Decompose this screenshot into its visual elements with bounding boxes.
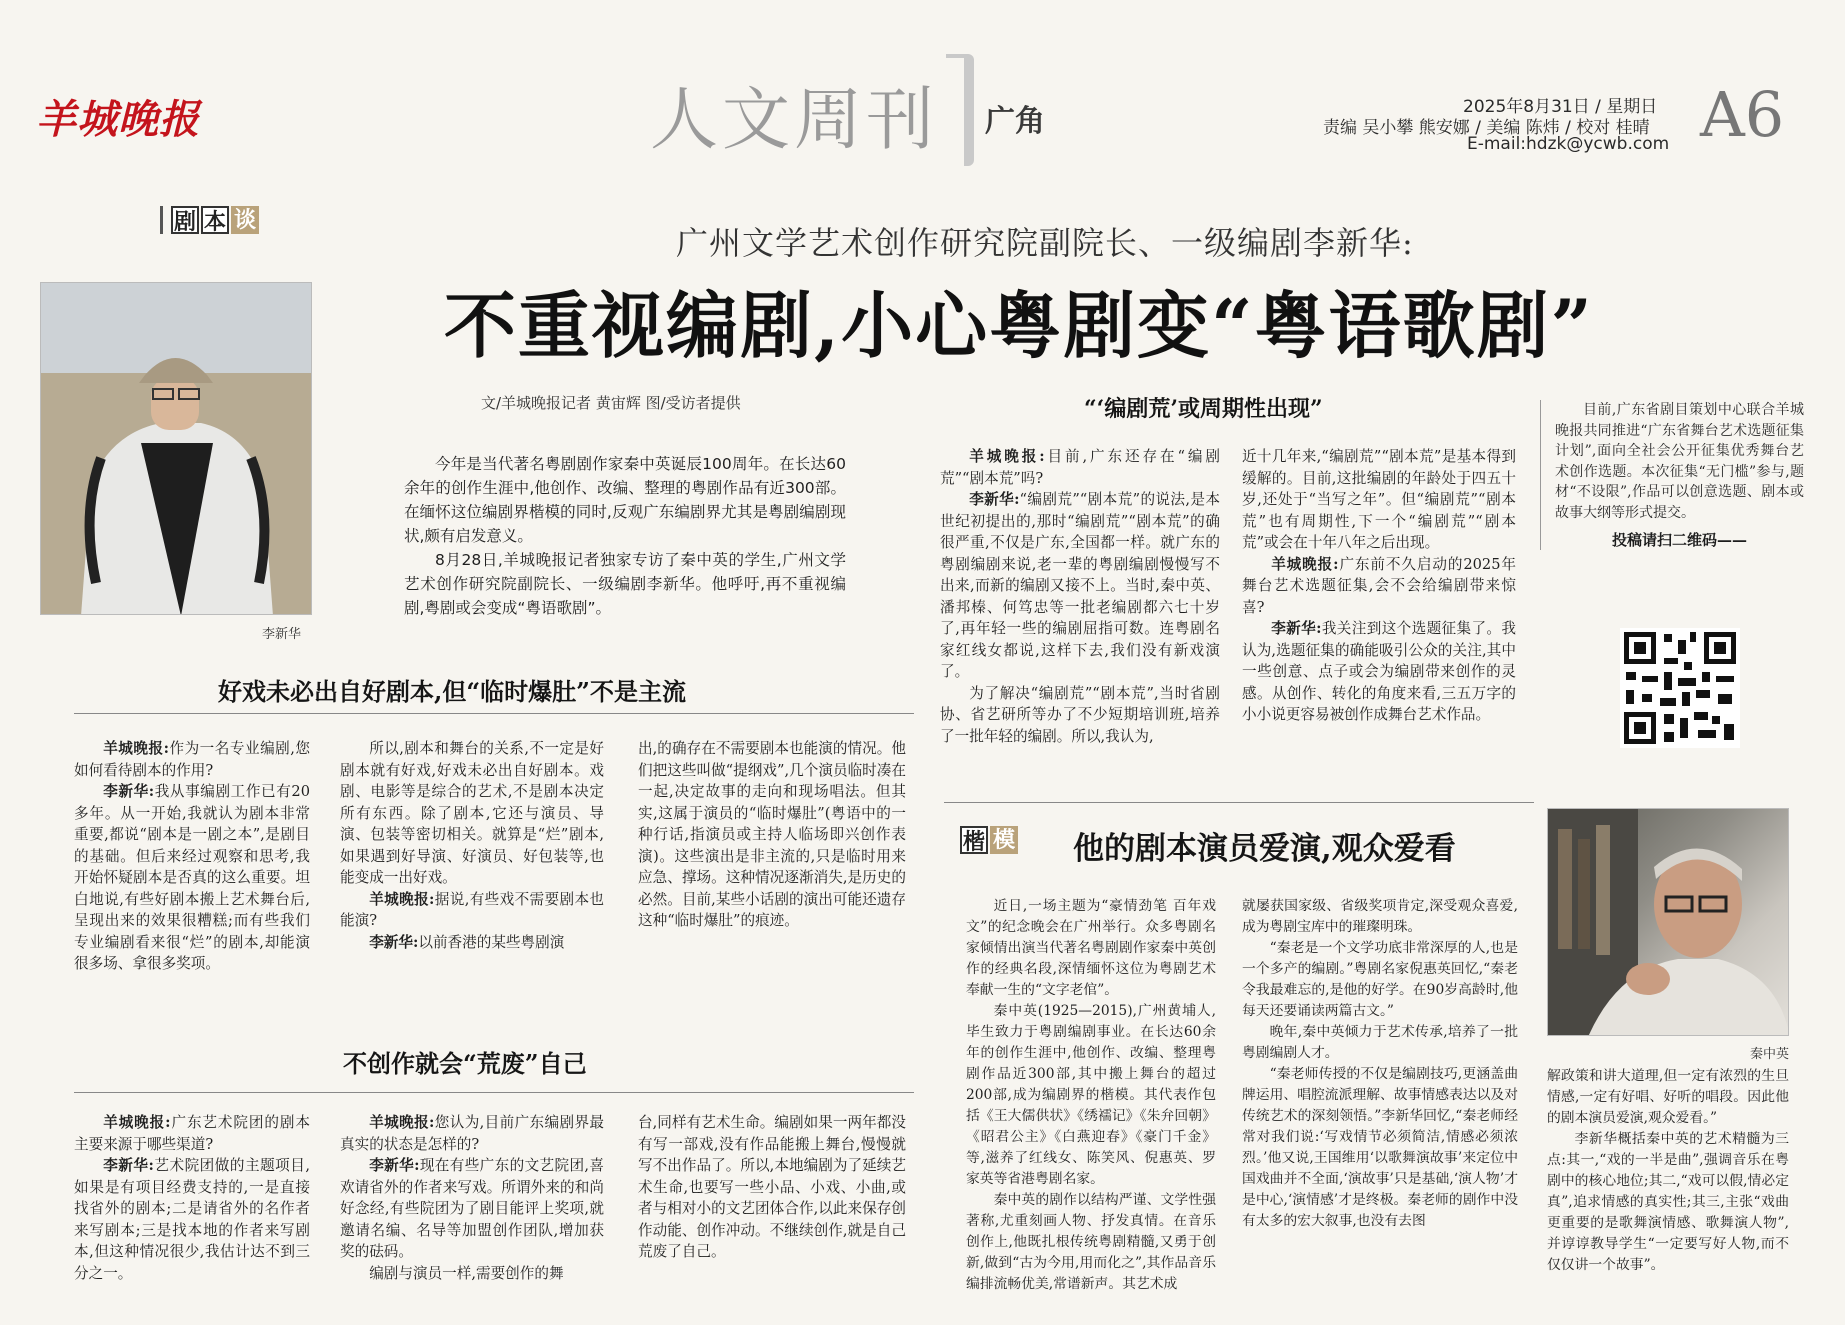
paragraph: 为了解决“编剧荒”“剧本荒”,当时省剧协、省艺研所等办了不少短期培训班,培养了一批年轻的编剧。所以,我认为, (940, 684, 1220, 745)
paragraph: 李新华:我关注到这个选题征集了。我认为,选题征集的确能吸引公众的关注,其中一些创意、点子或会为编剧带来创作的灵感。从创作、转化的角度来看,三五万字的小小说更容易被创作成舞台艺术作品。 (1242, 620, 1516, 723)
paragraph: 羊城晚报:据说,有些戏不需要剧本也能演? (340, 890, 604, 929)
paragraph: 就屡获国家级、省级奖项肯定,深受观众喜爱,成为粤剧宝库中的璀璨明珠。 (1242, 898, 1518, 935)
paragraph: 解政策和讲大道理,但一定有浓烈的生旦情感,一定有好唱、好听的唱段。因此他的剧本演员爱演,观众爱看。” (1547, 1068, 1789, 1126)
qr-code-icon (1620, 628, 1740, 748)
section-heading: 不创作就会“荒废”自己 (343, 1049, 587, 1078)
text-column (340, 1112, 604, 1284)
section-subtitle: 广角 (985, 104, 1045, 139)
article-byline: 文/羊城晚报记者 黄宙辉 图/受访者提供 (481, 394, 741, 412)
qr-code[interactable] (1620, 628, 1740, 748)
profile-headline: 他的剧本演员爱演,观众爱看 (1073, 831, 1456, 867)
photo-caption: 李新华 (262, 627, 302, 642)
paragraph: 近日,一场主题为“豪情劲笔 百年戏文”的纪念晚会在广州举行。众多粤剧名家倾情出演当代著名粤剧剧作家秦中英创作的经典名段,深情缅怀这位为粤剧艺术奉献一生的“文字老倌”。 (966, 898, 1216, 998)
paragraph: 编剧与演员一样,需要创作的舞 (369, 1264, 564, 1282)
lead-paragraph: 8月28日,羊城晚报记者独家专访了秦中英的学生,广州文学艺术创作研究院副院长、一级编剧李新华。他呼吁,再不重视编剧,粤剧或会变成“粤语歌剧”。 (404, 551, 846, 617)
article-subtitle: 广州文学艺术创作研究院副院长、一级编剧李新华: (676, 224, 1414, 262)
text-column (1242, 446, 1516, 726)
paragraph: 晚年,秦中英倾力于艺术传承,培养了一批粤剧编剧人才。 (1242, 1024, 1518, 1061)
text-column (74, 1112, 310, 1284)
paragraph: 羊城晚报:广东艺术院团的剧本主要来源于哪些渠道? (74, 1114, 310, 1153)
text-column (940, 446, 1220, 747)
tag-char: 剧 (171, 206, 199, 234)
paragraph: 羊城晚报:广东前不久启动的2025年舞台艺术选题征集,会不会给编剧带来惊喜? (1242, 555, 1516, 616)
column-tag-model (960, 826, 1018, 854)
paragraph: 李新华:以前香港的某些粤剧演 (369, 933, 565, 951)
paragraph: “秦老师传授的不仅是编剧技巧,更涵盖曲牌运用、唱腔流派理解、故事情感表达以及对传统艺术的深刻领悟。”李新华回忆,“秦老师经常对我们说:‘写戏情节必须简洁,情感必须浓烈。’他又说,王国维用‘以歌舞演故事’来定位中国戏曲并不全面,‘演故事’只是基础,‘演人物’才是中心,‘演情感’才是终极。秦老师的剧作中没有太多的宏大叙事,也没有去图 (1242, 1066, 1518, 1229)
text-column (340, 738, 604, 953)
paragraph: 近十几年来,“编剧荒”“剧本荒”是基本得到缓解的。目前,这批编剧的年龄处于四五十岁,还处于“当写之年”。但“编剧荒”“剧本荒”也有周期性,下一个“编剧荒”“剧本荒”或会在十年八年之后出现。 (1242, 448, 1516, 551)
text-column (638, 738, 906, 932)
tag-char: 谈 (231, 206, 259, 234)
photo-caption: 秦中英 (1750, 1047, 1790, 1062)
contact-email: E-mail:hdzk@ycwb.com (1467, 134, 1670, 154)
tag-char: 模 (990, 826, 1018, 854)
tag-char: 楷 (960, 826, 988, 854)
paragraph: 所以,剧本和舞台的关系,不一定是好剧本就有好戏,好戏未必出自好剧本。戏剧、电影等是综合的艺术,不是剧本决定所有东西。除了剧本,它还与演员、导演、包装等密切相关。就算是“烂”剧本,如果遇到好导演、好演员、好包装等,也能变成一出好戏。 (340, 740, 604, 886)
article-lead (404, 452, 846, 620)
divider (74, 1092, 914, 1093)
portrait-illustration (41, 283, 312, 615)
paragraph: 羊城晚报:作为一名专业编剧,您如何看待剧本的作用? (74, 740, 310, 779)
editor-credits: 责编 吴小攀 熊安娜 / 美编 陈炜 / 校对 桂晴 (1323, 118, 1650, 138)
page-number: A6 (1700, 78, 1785, 151)
paragraph: 李新华:“编剧荒”“剧本荒”的说法,是本世纪初提出的,那时“编剧荒”“剧本荒”的确很严重,不仅是广东,全国都一样。就广东的粤剧编剧来说,老一辈的粤剧编剧慢慢写不出来,而新的编剧又接不上。当时,秦中英、潘邦榛、何笃忠等一批老编剧都六七十岁了,再年轻一些的编剧屈指可数。连粤剧名家红线女都说,这样下去,我们没有新戏演了。 (940, 491, 1221, 680)
text-column (966, 896, 1216, 1295)
section-heading: 好戏未必出自好剧本,但“临时爆肚”不是主流 (218, 677, 686, 706)
text-column (1547, 1066, 1789, 1276)
paragraph: 羊城晚报:目前,广东还存在“编剧荒”“剧本荒”吗? (940, 448, 1220, 487)
tag-char: 本 (201, 206, 229, 234)
portrait-illustration (1548, 809, 1789, 1036)
paragraph: 秦中英(1925—2015),广州黄埔人,毕生致力于粤剧编剧事业。在长达60余年的创作生涯中,他创作、改编、整理粤剧作品近300部,其中搬上舞台的超过200部,成为编剧界的楷模。其代表作包括《王大儒供状》《绣襦记》《朱弁回朝》《昭君公主》《白燕迎春》《豪门千金》等,滋养了红线女、陈笑风、倪惠英、罗家英等省港粤剧名家。 (966, 1003, 1216, 1187)
sidebar-cta: 投稿请扫二维码—— (1611, 531, 1747, 549)
text-column (638, 1112, 906, 1263)
paragraph: 出,的确存在不需要剧本也能演的情况。他们把这些叫做“提纲戏”,几个演员临时凑在一起,决定故事的走向和现场唱法。但其实,这属于演员的“临时爆肚”(粤语中的一种行话,指演员或主持人临场即兴创作表演)。这些演出是非主流的,只是临时用来应急、撑场。这种情况逐渐消失,是历史的必然。目前,某些小话剧的演出可能还遗存这种“临时爆肚”的痕迹。 (638, 740, 906, 929)
section-title: 人文周刊 (650, 81, 939, 160)
paragraph: 李新华:艺术院团做的主题项目,如果是有项目经费支持的,一是直接找省外的剧本;二是请省外的名作者来写剧本;三是找本地的作者来写剧本,但这种情况很少,我估计达不到三分之一。 (74, 1157, 311, 1282)
paragraph: 李新华:现在有些广东的文艺院团,喜欢请省外的作者来写戏。所谓外来的和尚好念经,有些院团为了剧目能评上奖项,就邀请名编、名导等加盟创作团队,增加获奖的砝码。 (340, 1157, 605, 1260)
photo-li-xinhua (40, 282, 312, 615)
paragraph: 李新华概括秦中英的艺术精髓为三点:其一,“戏的一半是曲”,强调音乐在粤剧中的核心地位;其二,“戏可以假,情必定真”,追求情感的真实性;其三,主张“戏曲更重要的是歌舞演情感、歌舞演人物”,并谆谆教导学生“一定要写好人物,而不仅仅讲一个故事”。 (1547, 1131, 1789, 1273)
paragraph: 台,同样有艺术生命。编剧如果一两年都没有写一部戏,没有作品能搬上舞台,慢慢就写不出作品了。所以,本地编剧为了延续艺术生命,也要写一些小品、小戏、小曲,或者与相对小的文艺团体合作,以此来保存创作动能、创作冲动。不继续创作,就是自己荒废了自己。 (638, 1114, 906, 1260)
text-column (1242, 896, 1518, 1232)
article-headline: 不重视编剧,小心粤剧变“粤语歌剧” (444, 283, 1594, 368)
sidebar-notice (1540, 400, 1804, 550)
section-heading: “‘编剧荒’或周期性出现” (1084, 396, 1323, 422)
paragraph: 羊城晚报:您认为,目前广东编剧界最真实的状态是怎样的? (340, 1114, 604, 1153)
photo-qin-zhongying (1547, 808, 1789, 1036)
paragraph: 秦中英的剧作以结构严谨、文学性强著称,尤重刻画人物、抒发真情。在音乐创作上,他既扎根传统粤剧精髓,又勇于创新,做到“古为今用,用而化之”,其作品音乐编排流畅优美,常谱新声。其艺术成 (966, 1192, 1216, 1292)
issue-date: 2025年8月31日 / 星期日 (1463, 97, 1658, 117)
paragraph: 李新华:我从事编剧工作已有20多年。从一开始,我就认为剧本非常重要,都说“剧本是一剧之本”,是剧目的基础。但后来经过观察和思考,我开始怀疑剧本是否真的这么重要。坦白地说,有些好剧本搬上艺术舞台后,呈现出来的效果很糟糕;而有些我们专业编剧看来很“烂”的剧本,却能演很多场、拿很多奖项。 (74, 783, 310, 972)
divider (944, 802, 1534, 803)
lead-paragraph: 今年是当代著名粤剧剧作家秦中英诞辰100周年。在长达60余年的创作生涯中,他创作、改编、整理的粤剧作品有近300部。在缅怀这位编剧界楷模的同时,反观广东编剧界尤其是粤剧编剧现状,颇有启发意义。 (404, 455, 846, 545)
text-column (74, 738, 310, 975)
newspaper-logo: 羊城晚报 (36, 96, 200, 143)
column-tag-script-talk (160, 206, 259, 234)
divider (74, 713, 914, 714)
sidebar-text: 目前,广东省剧目策划中心联合羊城晚报共同推进“广东省舞台艺术选题征集计划”,面向全社会公开征集优秀舞台艺术创作选题。本次征集“无门槛”参与,题材“不设限”,作品可以创意选题、剧本或故事大纲等形式提交。 (1555, 402, 1804, 521)
paragraph: “秦老是一个文学功底非常深厚的人,也是一个多产的编剧。”粤剧名家倪惠英回忆,“秦老令我最难忘的,是他的好学。在90岁高龄时,他每天还要诵读两篇古文。” (1242, 940, 1518, 1019)
section-divider (946, 54, 974, 166)
